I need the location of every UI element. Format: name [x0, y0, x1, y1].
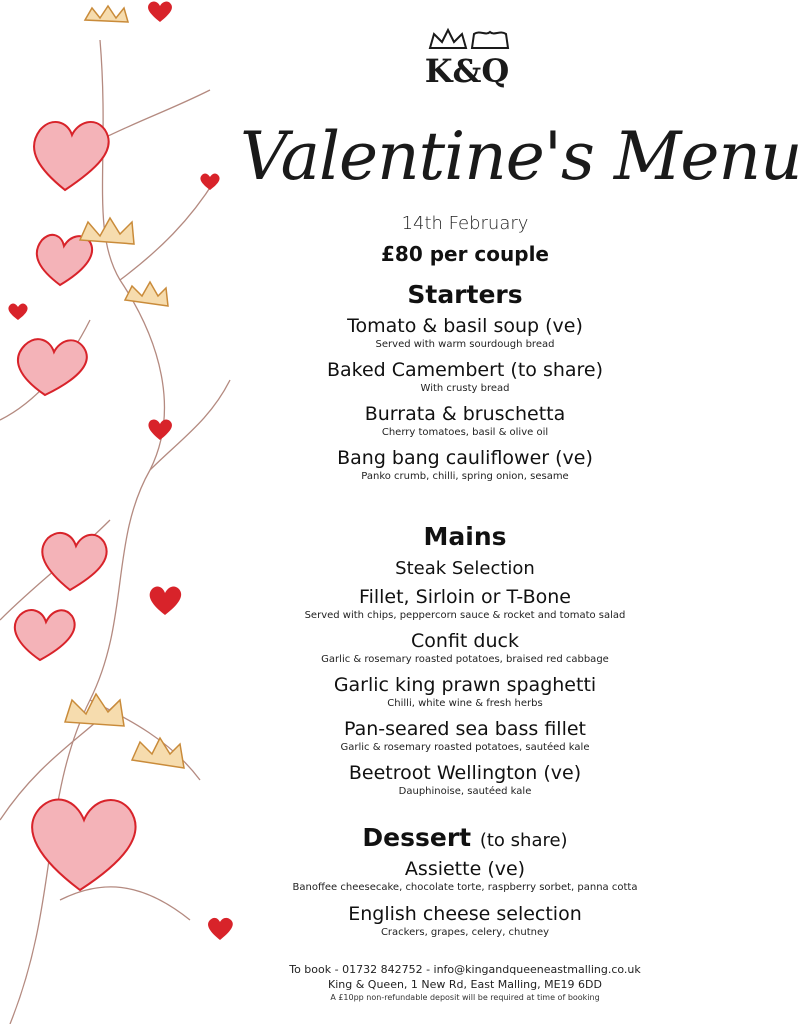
- item-name: Baked Camembert (to share): [326, 359, 604, 381]
- item-name: Bang bang cauliflower (ve): [337, 447, 593, 469]
- menu-item: [284, 315, 646, 351]
- heart-icon: [37, 235, 92, 285]
- item-name: Pan-seared sea bass fillet: [343, 718, 587, 740]
- crown-icon: [430, 30, 466, 48]
- heart-icon: [34, 122, 109, 190]
- kq-logo: [410, 28, 525, 88]
- hearts-vine-illustration: [0, 0, 245, 1024]
- heart-icon: [42, 533, 106, 590]
- crown-icon: [85, 6, 128, 22]
- item-description: Crackers, grapes, celery, chutney: [380, 927, 550, 938]
- menu-item: [284, 674, 646, 710]
- heart-icon: [18, 339, 87, 395]
- item-name: Fillet, Sirloin or T-Bone: [359, 586, 571, 608]
- heart-icon: [208, 918, 233, 940]
- item-description: Served with chips, peppercorn sauce & rocket and tomato salad: [304, 610, 626, 621]
- heart-icon: [150, 586, 182, 615]
- menu-item: [284, 718, 646, 754]
- item-description: Chilli, white wine & fresh herbs: [387, 698, 543, 709]
- item-description: Garlic & rosemary roasted potatoes, braised red cabbage: [321, 654, 609, 665]
- menu-item: [284, 630, 646, 666]
- address: King & Queen, 1 New Rd, East Malling, ME19 6DD: [328, 978, 602, 991]
- menu-price: £80 per couple: [381, 242, 549, 266]
- menu-item: [284, 359, 646, 395]
- item-name: Garlic king prawn spaghetti: [333, 674, 597, 696]
- menu-item: [284, 858, 646, 894]
- menu-date: 14th February: [401, 213, 529, 234]
- crown-icon: [80, 218, 134, 244]
- deposit-note: A £10pp non-refundable deposit will be required at time of booking: [330, 993, 600, 1002]
- section-heading-mains: Mains: [423, 522, 507, 551]
- item-description: Garlic & rosemary roasted potatoes, sautéed kale: [340, 742, 590, 753]
- heart-icon: [148, 2, 172, 22]
- booking-info: To book - 01732 842752 - info@kingandqueeneastmalling.co.uk: [289, 963, 641, 976]
- heart-icon: [200, 174, 219, 190]
- heart-icon: [148, 420, 171, 440]
- item-name: Tomato & basil soup (ve): [347, 315, 583, 337]
- crown-icon: [65, 694, 124, 726]
- item-description: Cherry tomatoes, basil & olive oil: [381, 427, 549, 438]
- item-description: Dauphinoise, sautéed kale: [398, 786, 532, 797]
- menu-item: [284, 447, 646, 483]
- heart-icon: [32, 799, 135, 890]
- crown-icon: [125, 282, 168, 306]
- item-name: Confit duck: [411, 630, 519, 652]
- section-heading-dessert: [284, 823, 646, 852]
- item-description: Banoffee cheesecake, chocolate torte, raspberry sorbet, panna cotta: [292, 882, 638, 893]
- crown-icon: [472, 32, 508, 48]
- heart-icon: [8, 304, 27, 320]
- menu-title: Valentine's Menu: [240, 118, 801, 195]
- menu-item: [284, 403, 646, 439]
- item-name: English cheese selection: [348, 903, 582, 925]
- menu-item: [284, 903, 646, 939]
- heart-icon: [15, 610, 75, 660]
- dessert-heading: Dessert: [362, 823, 472, 852]
- item-description: Served with warm sourdough bread: [375, 339, 555, 350]
- menu-item: [284, 762, 646, 798]
- crown-icon: [132, 738, 184, 768]
- svg-text:K&Q: K&Q: [424, 52, 510, 90]
- item-name: Assiette (ve): [404, 858, 526, 880]
- dessert-note: (to share): [479, 830, 568, 851]
- steak-selection-subheading: Steak Selection: [395, 558, 535, 579]
- section-heading-starters: Starters: [407, 280, 523, 309]
- menu-item: [284, 586, 646, 622]
- item-description: Panko crumb, chilli, spring onion, sesame: [361, 471, 569, 482]
- item-name: Burrata & bruschetta: [364, 403, 566, 425]
- item-name: Beetroot Wellington (ve): [348, 762, 582, 784]
- item-description: With crusty bread: [420, 383, 510, 394]
